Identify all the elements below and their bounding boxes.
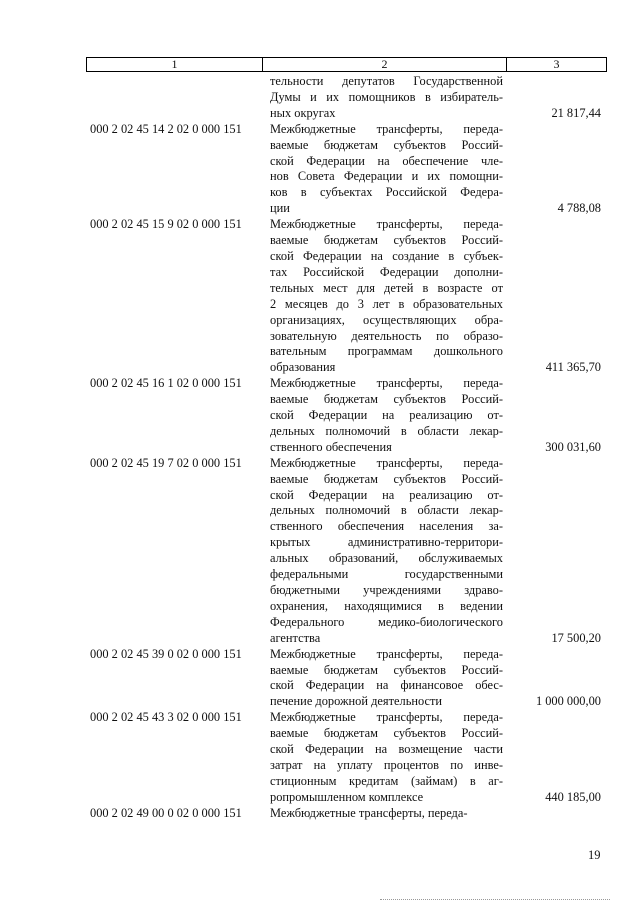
description-line: 2 месяцев до 3 лет в образовательных bbox=[270, 296, 503, 311]
table-row bbox=[0, 122, 640, 217]
header-col-3: 3 bbox=[553, 57, 560, 71]
description-line: тельности депутатов Государственной bbox=[270, 74, 503, 88]
amount-value: 411 365,70 bbox=[545, 360, 601, 375]
description-line: ваемые бюджетам субъектов Россий- bbox=[270, 662, 503, 677]
budget-code: 000 2 02 45 14 2 02 0 000 151 bbox=[90, 121, 242, 136]
description-line: ков в субъектах Российской Федера- bbox=[270, 185, 503, 200]
description-line: Межбюджетные трансферты, переда- bbox=[270, 805, 468, 820]
description-line: ственного обеспечения bbox=[270, 439, 392, 454]
table-header bbox=[86, 57, 607, 72]
header-col-1: 1 bbox=[87, 58, 263, 71]
description-line: ской Федерации на обеспечение чле- bbox=[270, 153, 503, 168]
budget-code: 000 2 02 45 19 7 02 0 000 151 bbox=[90, 455, 242, 470]
amount-value: 17 500,20 bbox=[551, 630, 601, 645]
header-col-2: 2 bbox=[263, 58, 507, 71]
table-row bbox=[0, 74, 640, 122]
row-description bbox=[270, 122, 503, 217]
description-line: ваемые бюджетам субъектов Россий- bbox=[270, 471, 503, 486]
description-line: образования bbox=[270, 360, 336, 375]
row-description bbox=[270, 710, 503, 805]
description-line: стиционным кредитам (займам) в аг- bbox=[270, 773, 503, 788]
description-line: ных округах bbox=[270, 105, 336, 120]
table-body bbox=[0, 74, 640, 822]
page-number: 19 bbox=[588, 848, 601, 862]
row-description bbox=[270, 74, 503, 122]
row-description bbox=[270, 806, 503, 822]
description-line: затрат на уплату процентов по инве- bbox=[270, 757, 503, 772]
description-line: печение дорожной деятельности bbox=[270, 694, 443, 709]
table-row bbox=[0, 806, 640, 822]
description-line: агентства bbox=[270, 630, 321, 645]
description-line: ской Федерации на финансовое обес- bbox=[270, 678, 503, 693]
description-line: ваемые бюджетам субъектов Россий- bbox=[270, 137, 503, 152]
description-line: Федерального медико-биологического bbox=[270, 614, 503, 629]
description-line: Межбюджетные трансферты, переда- bbox=[270, 455, 503, 470]
description-line: вательным программам дошкольного bbox=[270, 344, 503, 359]
description-line: ственного обеспечения населения за- bbox=[270, 519, 503, 534]
table-row bbox=[0, 217, 640, 376]
description-line: охранения, находящимися в ведении bbox=[270, 598, 503, 613]
footer-dotted-line bbox=[380, 899, 610, 900]
description-line: альных образований, обслуживаемых bbox=[270, 551, 503, 566]
table-row bbox=[0, 456, 640, 647]
row-description bbox=[270, 456, 503, 647]
row-description bbox=[270, 647, 503, 711]
description-line: ваемые бюджетам субъектов Россий- bbox=[270, 233, 503, 248]
description-line: бюджетными учреждениями здраво- bbox=[270, 583, 503, 597]
table-row bbox=[0, 710, 640, 805]
amount-value: 21 817,44 bbox=[551, 105, 601, 120]
description-line: зовательную деятельность по образо- bbox=[270, 328, 503, 343]
description-line: ваемые бюджетам субъектов Россий- bbox=[270, 726, 503, 741]
description-line: дельных полномочий в области лекар- bbox=[270, 423, 503, 438]
budget-code: 000 2 02 45 43 3 02 0 000 151 bbox=[90, 710, 242, 725]
budget-code bbox=[0, 74, 270, 122]
description-line: ской Федерации на реализацию от- bbox=[270, 408, 503, 423]
description-line: ваемые бюджетам субъектов Россий- bbox=[270, 392, 503, 407]
description-line: крытых административно-территори- bbox=[270, 535, 503, 550]
budget-code: 000 2 02 49 00 0 02 0 000 151 bbox=[90, 805, 242, 820]
description-line: нов Совета Федерации и их помощни- bbox=[270, 169, 503, 184]
row-description bbox=[270, 217, 503, 376]
description-line: ской Федерации на возмещение части bbox=[270, 742, 503, 757]
amount-value bbox=[503, 806, 601, 822]
table-row bbox=[0, 647, 640, 711]
row-description bbox=[270, 376, 503, 456]
description-line: тельных мест для детей в возрасте от bbox=[270, 280, 503, 295]
description-line: Межбюджетные трансферты, переда- bbox=[270, 376, 503, 391]
description-line: дельных полномочий в области лекар- bbox=[270, 503, 503, 518]
description-line: федеральными государственными bbox=[270, 567, 503, 582]
budget-code: 000 2 02 45 16 1 02 0 000 151 bbox=[90, 376, 242, 391]
amount-value: 1 000 000,00 bbox=[535, 694, 601, 709]
amount-value: 300 031,60 bbox=[545, 439, 601, 454]
amount-value: 4 788,08 bbox=[557, 201, 601, 216]
description-line: Межбюджетные трансферты, переда- bbox=[270, 121, 503, 136]
table-row bbox=[0, 376, 640, 456]
description-line: ской Федерации на создание в субъек- bbox=[270, 248, 503, 263]
description-line: тах Российской Федерации дополни- bbox=[270, 264, 503, 279]
description-line: ции bbox=[270, 201, 290, 216]
description-line: организациях, осуществляющих обра- bbox=[270, 312, 503, 327]
budget-code: 000 2 02 45 15 9 02 0 000 151 bbox=[90, 217, 242, 232]
description-line: ской Федерации на реализацию от- bbox=[270, 487, 503, 502]
description-line: Думы и их помощников в избиратель- bbox=[270, 89, 503, 104]
description-line: ропромышленном комплексе bbox=[270, 789, 424, 804]
amount-value: 440 185,00 bbox=[545, 789, 601, 804]
description-line: Межбюджетные трансферты, переда- bbox=[270, 217, 503, 232]
description-line: Межбюджетные трансферты, переда- bbox=[270, 710, 503, 725]
budget-code: 000 2 02 45 39 0 02 0 000 151 bbox=[90, 646, 242, 661]
description-line: Межбюджетные трансферты, переда- bbox=[270, 646, 503, 661]
